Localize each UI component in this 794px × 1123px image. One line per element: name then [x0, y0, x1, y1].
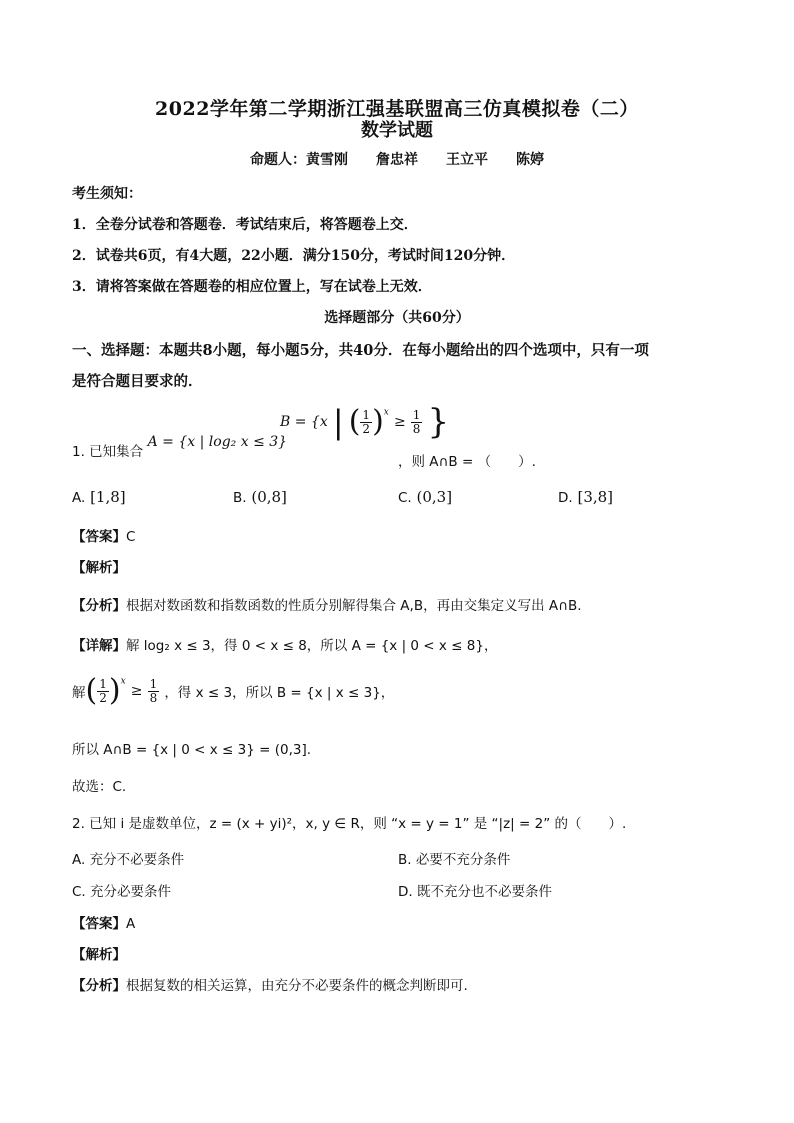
notice-item-3: 3．请将答案做在答题卷的相应位置上，写在试卷上无效．	[72, 279, 432, 295]
q1-frac-half: $\frac{1}{2}$	[362, 407, 371, 436]
q2-option-a: A. 充分不必要条件	[72, 852, 185, 868]
q1-detail-2-suffix: ，得 x ≤ 3，所以 B = {x | x ≤ 3}，	[164, 685, 395, 701]
notice-item-1: 1．全卷分试卷和答题卷．考试结束后，将答题卷上交．	[72, 217, 418, 233]
q1-analysis-tag: 【解析】	[72, 560, 126, 576]
notice-heading: 考生须知：	[72, 186, 142, 202]
q2-option-c: C. 充分必要条件	[72, 884, 172, 900]
exam-title: 2022学年第二学期浙江强基联盟高三仿真模拟卷（二）	[155, 98, 639, 120]
q1-suffix: ，则 A∩B = （ ）.	[398, 454, 536, 470]
q1-option-c: C. (0,3]	[398, 488, 453, 506]
q1-detail-3: 所以 A∩B = {x | 0 < x ≤ 3} = (0,3].	[72, 742, 312, 758]
q1-option-a: A. [1,8]	[72, 488, 126, 506]
q2-stem: 2. 已知 i 是虚数单位，z = (x + yi)²，x, y ∈ R，则 “x = y = 1” 是 “|z| = 2” 的（ ）.	[72, 816, 627, 832]
q2-answer: 【答案】A	[72, 916, 136, 932]
q1-option-d: D. [3,8]	[558, 488, 614, 506]
q1-set-b-ge: ≥	[393, 414, 406, 430]
section-title: 选择题部分（共60分）	[324, 310, 470, 326]
q1-fenxi: 【分析】根据对数函数和指数函数的性质分别解得集合 A,B，再由交集定义写出 A∩B.	[72, 598, 582, 614]
q1-choose: 故选：C.	[72, 779, 127, 795]
q1-set-b: B = {x | ( $\frac{1}{2}$ )$^x$ ≥ $\frac{1}{8}$ }	[280, 402, 450, 442]
exam-subtitle: 数学试题	[361, 120, 433, 141]
q1-option-b: B. (0,8]	[233, 488, 287, 506]
q1-detail-2: 解( $\frac{1}{2}$ )$^x$ ≥ $\frac{1}{8}$ ，得 x ≤ 3，所以 B = {x | x ≤ 3}，	[72, 673, 395, 708]
q1-answer: 【答案】C	[72, 529, 136, 545]
q1-exponent: x	[383, 407, 389, 418]
section-intro-line1: 一、选择题：本题共8小题，每小题5分，共40分．在每小题给出的四个选项中，只有一项	[72, 342, 649, 359]
q1-detail-frac-half: $\frac{1}{2}$	[99, 676, 107, 705]
q2-fenxi: 【分析】根据复数的相关运算，由充分不必要条件的概念判断即可.	[72, 978, 468, 994]
q1-detail-1: 【详解】解 log₂ x ≤ 3，得 0 < x ≤ 8，所以 A = {x | 0 < x ≤ 8}，	[72, 638, 498, 654]
q1-set-a: A = {x | log₂ x ≤ 3}	[147, 434, 288, 450]
q1-detail-2-prefix: 解	[72, 685, 86, 701]
q2-option-b: B. 必要不充分条件	[398, 852, 511, 868]
q2-option-d: D. 既不充分也不必要条件	[398, 884, 552, 900]
section-intro-line2: 是符合题目要求的．	[72, 373, 203, 390]
q1-detail-frac-eighth: $\frac{1}{8}$	[149, 676, 158, 705]
q1-stem	[72, 434, 288, 460]
q1-prefix: 1. 已知集合	[72, 444, 144, 460]
q1-set-b-left: B = {x	[280, 414, 328, 430]
authors: 命题人：黄雪刚 詹忠祥 王立平 陈婷	[250, 152, 544, 168]
notice-item-2: 2．试卷共6页，有4大题，22小题．满分150分，考试时间120分钟．	[72, 248, 516, 264]
q2-analysis-tag: 【解析】	[72, 947, 126, 963]
q1-frac-eighth: $\frac{1}{8}$	[412, 407, 421, 436]
